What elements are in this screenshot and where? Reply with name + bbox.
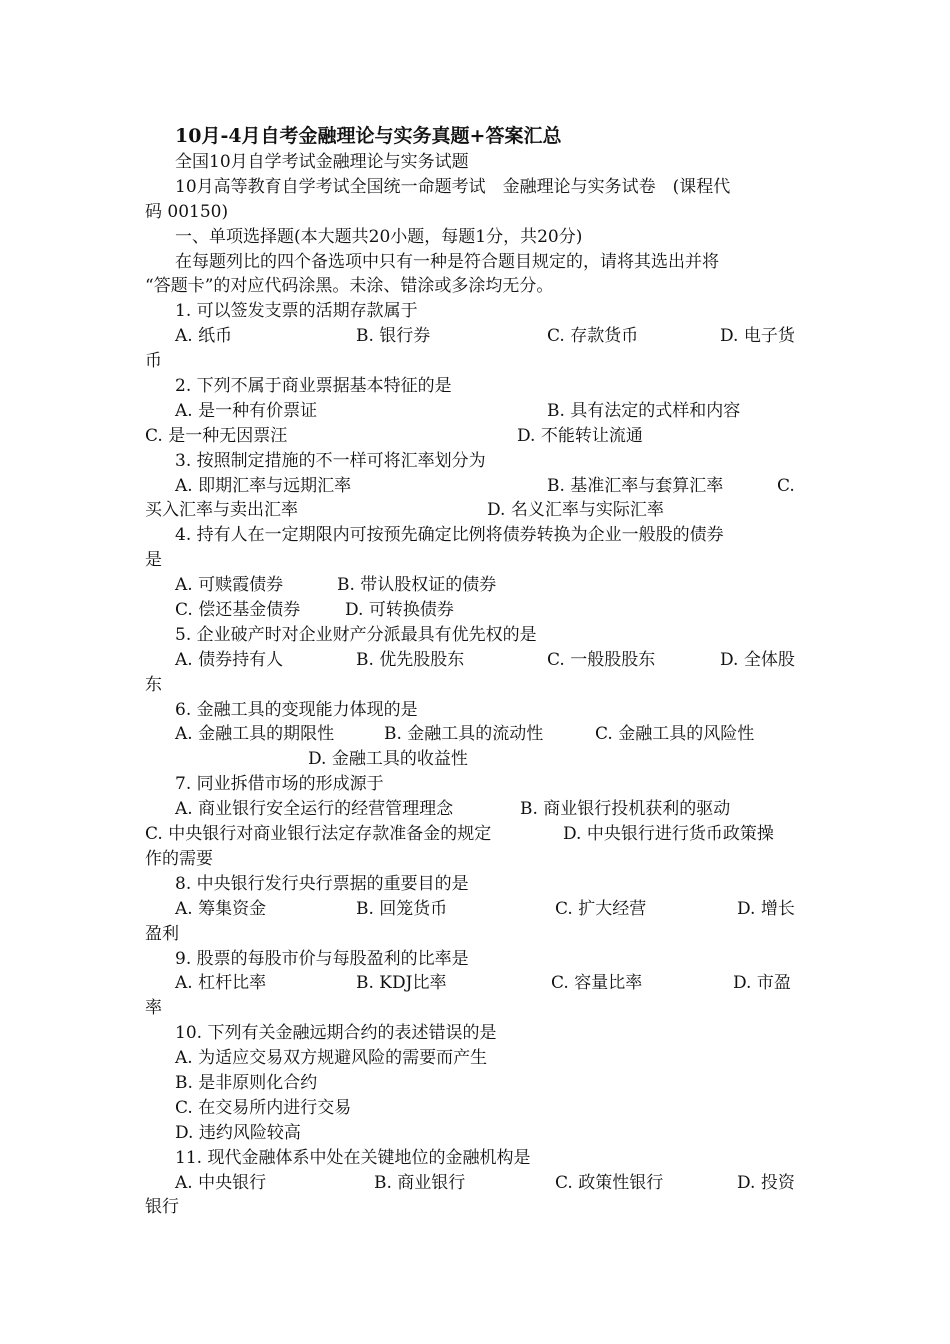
question-4-stem: 4. 持有人在一定期限内可按预先确定比例将债券转换为企业一般股的债券 — [175, 525, 724, 546]
question-10-option-d: D. 违约风险较高 — [175, 1122, 301, 1143]
question-9-stem: 9. 股票的每股市价与每股盈利的比率是 — [175, 948, 469, 969]
option-a: A. 可赎霞债券 — [175, 575, 284, 596]
question-2-stem: 2. 下列不属于商业票据基本特征的是 — [175, 376, 452, 397]
option-b: B. 基准汇率与套算汇率 — [547, 475, 724, 496]
question-7-stem: 7. 同业拆借市场的形成源于 — [175, 774, 384, 795]
exam-header-line-1: 10月高等教育自学考试全国统一命题考试 金融理论与实务试卷 (课程代 — [175, 176, 731, 197]
question-2-options-row-1 — [145, 399, 810, 424]
option-c: C. 扩大经营 — [555, 898, 647, 919]
option-c: C. 是一种无因票汪 — [145, 425, 288, 446]
option-c: C. 金融工具的风险性 — [595, 724, 755, 745]
option-a: A. 商业银行安全运行的经营管理理念 — [175, 799, 454, 820]
question-1-continuation: 币 — [145, 351, 162, 372]
option-d: D. 投资 — [737, 1172, 795, 1193]
option-a: A. 杠杆比率 — [175, 973, 267, 994]
option-b: B. 优先股股东 — [356, 649, 465, 670]
option-b: B. 商业银行投机获利的驱动 — [520, 799, 731, 820]
option-a: A. 纸币 — [175, 326, 233, 347]
option-c: C. 中央银行对商业银行法定存款准备金的规定 — [145, 824, 492, 845]
option-c: C. 存款货币 — [547, 326, 639, 347]
question-11-continuation: 银行 — [145, 1197, 179, 1218]
question-7-options-row-2 — [145, 822, 810, 847]
instruction-line-1: 在每题列比的四个备选项中只有一种是符合题目规定的，请将其选出并将 — [175, 251, 719, 272]
option-b: B. 金融工具的流动性 — [384, 724, 544, 745]
question-6-stem: 6. 金融工具的变现能力体现的是 — [175, 699, 418, 720]
option-b: B. 银行券 — [356, 326, 431, 347]
option-a: A. 是一种有价票证 — [175, 400, 318, 421]
option-a: A. 债券持有人 — [175, 649, 284, 670]
question-8-continuation: 盈利 — [145, 923, 179, 944]
option-d: D. 增长 — [737, 898, 795, 919]
question-6-options-row-2 — [145, 747, 810, 772]
option-b: B. KDJ比率 — [356, 973, 447, 994]
option-b: B. 商业银行 — [374, 1172, 466, 1193]
option-d: D. 市盈 — [733, 973, 791, 994]
question-3-options-row-1 — [145, 474, 810, 499]
question-5-stem: 5. 企业破产时对企业财产分派最具有优先权的是 — [175, 624, 537, 645]
option-d: D. 名义汇率与实际汇率 — [487, 500, 664, 521]
option-d: D. 不能转让流通 — [517, 425, 643, 446]
option-a: A. 筹集资金 — [175, 898, 267, 919]
option-a: A. 中央银行 — [175, 1172, 267, 1193]
option-d: D. 电子货 — [720, 326, 795, 347]
option-c: C. — [777, 475, 795, 496]
question-11-stem: 11. 现代金融体系中处在关键地位的金融机构是 — [175, 1147, 531, 1168]
section-heading: 一、单项选择题(本大题共20小题，每题1分，共20分) — [175, 226, 583, 247]
question-1-options — [145, 324, 810, 349]
option-b: B. 回笼货币 — [356, 898, 448, 919]
exam-header-line-2: 码 00150) — [145, 201, 229, 222]
question-5-options — [145, 648, 810, 673]
question-4-options-row-1 — [145, 573, 810, 598]
option-d: D. 金融工具的收益性 — [308, 749, 468, 770]
question-10-stem: 10. 下列有关金融远期合约的表述错误的是 — [175, 1023, 497, 1044]
option-d: D. 可转换债券 — [345, 600, 454, 621]
option-c: C. 一般股股东 — [547, 649, 656, 670]
option-d: D. 中央银行进行货币政策操 — [563, 824, 774, 845]
question-6-options-row-1 — [145, 722, 810, 747]
question-8-stem: 8. 中央银行发行央行票据的重要目的是 — [175, 873, 469, 894]
option-b: B. 具有法定的式样和内容 — [547, 400, 741, 421]
question-9-continuation: 率 — [145, 998, 162, 1019]
option-c-text: 买入汇率与卖出汇率 — [145, 500, 298, 521]
instruction-line-2: “答题卡”的对应代码涂黑。未涂、错涂或多涂均无分。 — [145, 276, 554, 297]
option-d: D. 全体股 — [720, 649, 795, 670]
option-a: A. 即期汇率与远期汇率 — [175, 475, 352, 496]
question-10-option-b: B. 是非原则化合约 — [175, 1072, 318, 1093]
question-3-stem: 3. 按照制定措施的不一样可将汇率划分为 — [175, 450, 486, 471]
question-3-options-row-2 — [145, 498, 810, 523]
question-10-option-a: A. 为适应交易双方规避风险的需要而产生 — [175, 1048, 488, 1069]
exam-subtitle: 全国10月自学考试金融理论与实务试题 — [175, 152, 469, 172]
option-c: C. 政策性银行 — [555, 1172, 664, 1193]
question-1-stem: 1. 可以签发支票的活期存款属于 — [175, 301, 418, 322]
question-7-options-row-1 — [145, 797, 810, 822]
option-a: A. 金融工具的期限性 — [175, 724, 335, 745]
question-7-continuation: 作的需要 — [145, 848, 213, 869]
question-4-continuation: 是 — [145, 550, 162, 571]
option-c: C. 容量比率 — [551, 973, 643, 994]
question-9-options — [145, 971, 810, 996]
question-10-option-c: C. 在交易所内进行交易 — [175, 1097, 352, 1118]
question-4-options-row-2 — [145, 598, 810, 623]
document-body — [145, 122, 810, 1220]
document-title: 10月-4月自考金融理论与实务真题+答案汇总 — [175, 125, 562, 147]
question-2-options-row-2 — [145, 424, 810, 449]
question-8-options — [145, 897, 810, 922]
option-b: B. 带认股权证的债券 — [337, 575, 497, 596]
question-11-options — [145, 1171, 810, 1196]
option-c: C. 偿还基金债券 — [175, 600, 301, 621]
question-5-continuation: 东 — [145, 674, 162, 695]
